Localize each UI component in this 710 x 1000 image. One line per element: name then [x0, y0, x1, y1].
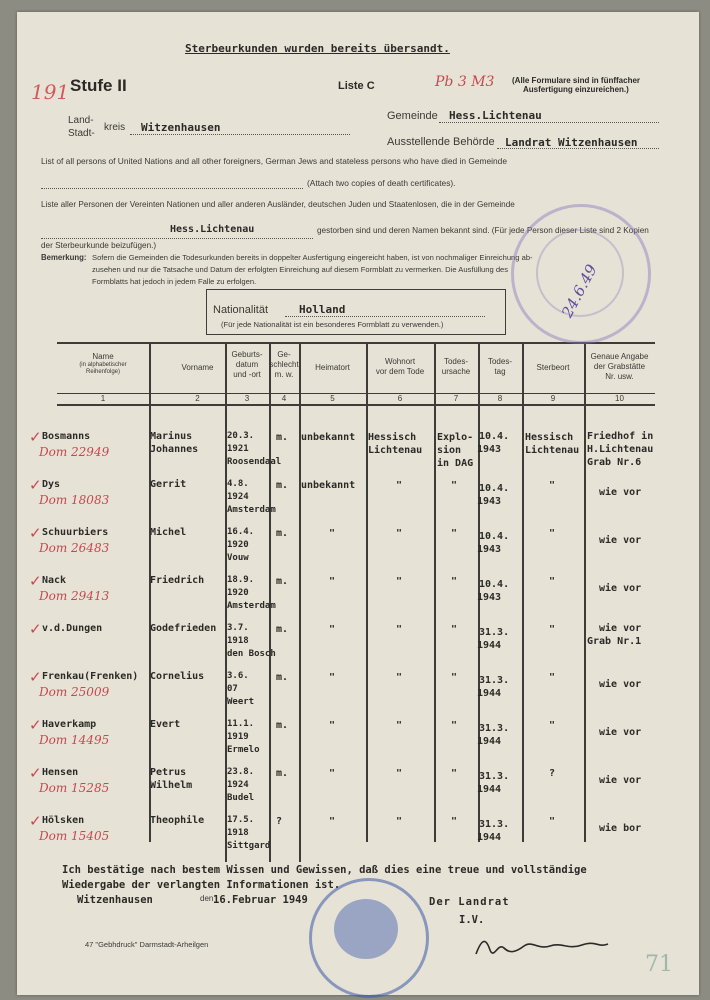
row-wohn: Lichtenau — [368, 445, 423, 456]
row-sterbe: " — [549, 720, 556, 731]
row-todestag: 31.3. — [479, 723, 510, 734]
gemeinde-label: Gemeinde — [387, 110, 438, 122]
row-todestag: 1943 — [477, 592, 502, 603]
row-sterbe: " — [549, 480, 556, 491]
row-todestag: 1944 — [477, 688, 502, 699]
col-num-4: 4 — [281, 394, 287, 403]
row-todestag: 31.3. — [479, 819, 510, 830]
check-mark: ✓ — [29, 524, 42, 542]
row-vorname: Johannes — [150, 444, 199, 455]
row-geburt: Weert — [227, 697, 255, 707]
col-num-1: 1 — [100, 394, 106, 403]
row-heimatort: " — [329, 528, 336, 539]
bemerkung-2: zusehen und nur die Tatsache und Datum der erfolgten Einreichung auf diesem Formblatt zu vermerken. Die Ausfüllung des — [92, 265, 509, 274]
row-geschlecht: m. — [276, 768, 289, 779]
row-geburt: 1924 — [227, 780, 249, 790]
row-ursache: " — [451, 528, 458, 539]
kreis-value: Witzenhausen — [141, 121, 221, 134]
check-mark: ✓ — [29, 476, 42, 494]
document-sheet — [17, 12, 699, 995]
col-num-2: 2 — [195, 394, 200, 403]
row-geburt: 1920 — [227, 540, 249, 550]
row-geschlecht: m. — [276, 720, 289, 731]
table-column-divider — [522, 342, 524, 842]
row-sterbe: " — [549, 672, 556, 683]
row-heimatort: unbekannt — [301, 480, 356, 491]
row-grabstaette: Friedhof in — [587, 431, 654, 442]
den-label: den — [200, 894, 214, 903]
row-geburt: Amsterdam — [227, 505, 276, 515]
row-ursache: " — [451, 720, 458, 731]
row-geburt: 07 — [227, 684, 238, 694]
row-geburt: 1920 — [227, 588, 249, 598]
row-ursache: " — [451, 576, 458, 587]
row-ursache: in DAG — [437, 458, 474, 469]
row-grabstaette: wie vor — [599, 623, 642, 634]
date-value: 16.Februar 1949 — [213, 894, 308, 906]
printer-line: 47 "Gebhdruck" Darmstadt-Arheilgen — [85, 940, 209, 949]
row-vorname: Michel — [150, 527, 187, 538]
row-ursache: sion — [437, 445, 462, 456]
row-vorname: Friedrich — [150, 575, 205, 586]
row-grabstaette: Grab Nr.6 — [587, 457, 642, 468]
row-name: Nack — [42, 575, 67, 586]
row-vorname: Wilhelm — [150, 780, 193, 791]
row-grabstaette: wie bor — [599, 823, 642, 834]
row-grabstaette: wie vor — [599, 487, 642, 498]
col-header-heimatort: Heimatort — [315, 363, 350, 372]
intro-de-3: der Sterbeurkunde beizufügen.) — [41, 241, 157, 250]
table-header-rule — [57, 404, 655, 406]
row-geburt: Ermelo — [227, 745, 260, 755]
row-todestag: 1944 — [477, 832, 502, 843]
row-todestag: 31.3. — [479, 771, 510, 782]
row-vorname: Godefrieden — [150, 623, 217, 634]
row-geburt: 20.3. — [227, 431, 255, 441]
row-grabstaette: wie vor — [599, 679, 642, 690]
stamp-handwritten-date: 24.6.49 — [558, 261, 601, 321]
row-geburt: 1918 — [227, 828, 249, 838]
row-geburt: 23.8. — [227, 767, 255, 777]
row-heimatort: " — [329, 816, 336, 827]
row-wohn: " — [396, 624, 403, 635]
row-vorname: Marinus — [150, 431, 193, 442]
row-ursache: " — [451, 768, 458, 779]
row-ursache: " — [451, 816, 458, 827]
intro-en-1: List of all persons of United Nations and all other foreigners, German Jews and stateless persons who have died in Gemeinde — [41, 156, 507, 166]
col-num-8: 8 — [497, 394, 503, 403]
nationality-value: Holland — [299, 303, 346, 316]
row-heimatort: " — [329, 672, 336, 683]
bemerkung-3: Formblatts hat jedoch in jedem Falle zu erfolgen. — [92, 277, 257, 286]
row-geburt: 3.7. — [227, 623, 249, 633]
row-sterbe: " — [549, 528, 556, 539]
col-num-9: 9 — [550, 394, 556, 403]
row-name: Haverkamp — [42, 719, 97, 730]
signer-title: Der Landrat — [429, 896, 510, 908]
row-geburt: den Bosch — [227, 649, 276, 659]
row-wohn: " — [396, 816, 403, 827]
row-vorname: Cornelius — [150, 671, 205, 682]
row-vorname: Gerrit — [150, 479, 187, 490]
row-wohn: " — [396, 480, 403, 491]
col-num-3: 3 — [244, 394, 250, 403]
row-geburt: 17.5. — [227, 815, 255, 825]
margin-number: 191 — [31, 80, 70, 104]
row-sterbe: " — [549, 576, 556, 587]
row-todestag: 10.4. — [479, 483, 510, 494]
col-header-geburt: Geburts- datum und -ort — [231, 350, 263, 379]
row-vorname: Evert — [150, 719, 181, 730]
row-vorname: Theophile — [150, 815, 205, 826]
handwritten-code: Pb 3 M3 — [435, 74, 495, 90]
row-todestag: 10.4. — [479, 431, 510, 442]
handwritten-reference: Dom 26483 — [39, 541, 110, 555]
row-geburt: 16.4. — [227, 527, 255, 537]
row-grabstaette: H.Lichtenau — [587, 444, 654, 455]
row-todestag: 10.4. — [479, 579, 510, 590]
row-geburt: 1921 — [227, 444, 249, 454]
row-name: Frenkau(Frenken) — [42, 671, 139, 682]
row-geburt: 11.1. — [227, 719, 255, 729]
nationality-box — [206, 289, 506, 335]
handwritten-reference: Dom 25009 — [39, 685, 110, 699]
row-geburt: 1919 — [227, 732, 249, 742]
handwritten-reference: Dom 15405 — [39, 829, 110, 843]
confirm-line-2: Wiedergabe der verlangten Informationen ist. — [62, 879, 341, 891]
row-grabstaette: wie vor — [599, 727, 642, 738]
row-todestag: 1943 — [477, 496, 502, 507]
signature-mark — [472, 930, 612, 960]
intro-de-gemeinde: Hess.Lichtenau — [170, 224, 255, 235]
row-ursache: " — [451, 624, 458, 635]
copies-note-1: (Alle Formulare sind in fünffacher — [512, 76, 641, 85]
row-wohn: Hessisch — [368, 432, 417, 443]
col-num-7: 7 — [453, 394, 459, 403]
row-geburt: 18.9. — [227, 575, 255, 585]
check-mark: ✓ — [29, 620, 42, 638]
row-grabstaette: Grab Nr.1 — [587, 636, 642, 647]
col-num-10: 10 — [615, 394, 624, 403]
bemerkung-label: Bemerkung: — [41, 253, 87, 262]
col-header-sterbeort: Sterbeort — [536, 363, 570, 372]
row-geschlecht: m. — [276, 528, 289, 539]
row-todestag: 1943 — [477, 544, 502, 555]
behoerde-value: Landrat Witzenhausen — [505, 136, 638, 149]
row-wohn: " — [396, 528, 403, 539]
row-wohn: " — [396, 720, 403, 731]
check-mark: ✓ — [29, 764, 42, 782]
row-name: Dys — [42, 479, 61, 490]
col-header-name: Name (in alphabetischer Reihenfolge) — [79, 352, 127, 375]
table-column-divider — [299, 342, 301, 862]
row-ursache: " — [451, 672, 458, 683]
row-heimatort: " — [329, 720, 336, 731]
col-header-todesursache: Todes- ursache — [441, 357, 471, 376]
row-name: Bosmanns — [42, 431, 91, 442]
row-wohn: " — [396, 672, 403, 683]
row-geschlecht: m. — [276, 432, 289, 443]
row-sterbe: Lichtenau — [525, 445, 580, 456]
col-num-6: 6 — [397, 394, 403, 403]
col-num-5: 5 — [330, 394, 335, 403]
nationality-note: (Für jede Nationalität ist ein besonderes Formblatt zu verwenden.) — [221, 320, 444, 329]
check-mark: ✓ — [29, 668, 42, 686]
confirm-line-1: Ich bestätige nach bestem Wissen und Gewissen, daß dies eine treue und vollständige — [62, 864, 587, 876]
row-geschlecht: m. — [276, 576, 289, 587]
row-name: v.d.Dungen — [42, 623, 103, 634]
place-value: Witzenhausen — [77, 894, 153, 906]
row-geschlecht: m. — [276, 672, 289, 683]
gemeinde-value: Hess.Lichtenau — [449, 109, 542, 122]
row-sterbe: ? — [549, 768, 556, 779]
row-geburt: 3.6. — [227, 671, 249, 681]
check-mark: ✓ — [29, 812, 42, 830]
row-heimatort: " — [329, 768, 336, 779]
row-geburt: Budel — [227, 793, 255, 803]
row-geburt: Vouw — [227, 553, 249, 563]
check-mark: ✓ — [29, 428, 42, 446]
check-mark: ✓ — [29, 716, 42, 734]
row-geschlecht: ? — [276, 816, 283, 827]
row-geburt: 1924 — [227, 492, 249, 502]
table-column-divider — [434, 342, 436, 842]
row-wohn: " — [396, 768, 403, 779]
nationality-label: Nationalität — [213, 304, 269, 316]
intro-en-2: (Attach two copies of death certificates). — [307, 178, 456, 188]
handwritten-reference: Dom 18083 — [39, 493, 110, 507]
check-mark: ✓ — [29, 572, 42, 590]
kreis-label: kreis — [104, 122, 126, 133]
intro-de-2: gestorben sind und deren Namen bekannt sind. (Für jede Person dieser Liste sind 2 Kopien — [317, 226, 649, 235]
land-label: Land- — [68, 115, 94, 126]
col-header-wohnort: Wohnort vor dem Tode — [375, 357, 425, 376]
stadt-label: Stadt- — [68, 128, 95, 139]
row-geburt: 1918 — [227, 636, 249, 646]
handwritten-reference: Dom 29413 — [39, 589, 110, 603]
row-geburt: 4.8. — [227, 479, 249, 489]
row-todestag: 1944 — [477, 784, 502, 795]
row-sterbe: " — [549, 624, 556, 635]
handwritten-reference: Dom 22949 — [39, 445, 110, 459]
row-ursache: Explo- — [437, 432, 474, 443]
row-grabstaette: wie vor — [599, 583, 642, 594]
row-name: Schuurbiers — [42, 527, 109, 538]
row-geburt: Sittgard — [227, 841, 271, 851]
bemerkung-1: Sofern die Gemeinden die Todesurkunden bereits in doppelter Ausfertigung eingereicht haben, ist von nochmaliger Einreichung ab- — [92, 253, 533, 262]
row-wohn: " — [396, 576, 403, 587]
row-todestag: 31.3. — [479, 627, 510, 638]
behoerde-label: Ausstellende Behörde — [387, 136, 495, 148]
typed-note: Sterbeurkunden wurden bereits übersandt. — [185, 42, 450, 55]
row-geschlecht: m. — [276, 624, 289, 635]
row-todestag: 1944 — [477, 736, 502, 747]
stufe-label: Stufe II — [70, 76, 127, 95]
liste-label: Liste C — [338, 80, 375, 92]
row-todestag: 1944 — [477, 640, 502, 651]
iv-label: I.V. — [459, 914, 485, 926]
row-sterbe: " — [549, 816, 556, 827]
row-sterbe: Hessisch — [525, 432, 574, 443]
row-grabstaette: wie vor — [599, 535, 642, 546]
col-header-todestag: Todes- tag — [487, 357, 512, 376]
row-todestag: 31.3. — [479, 675, 510, 686]
table-column-divider — [366, 342, 368, 842]
row-geburt: Roosendaal — [227, 457, 282, 467]
col-header-vorname: Vorname — [181, 363, 214, 372]
row-todestag: 10.4. — [479, 531, 510, 542]
handwritten-reference: Dom 14495 — [39, 733, 110, 747]
col-header-geschlecht: Ge- schlecht m. w. — [269, 350, 299, 379]
corner-mark: 71 — [645, 952, 673, 977]
row-heimatort: " — [329, 624, 336, 635]
row-name: Hölsken — [42, 815, 85, 826]
official-stamp-lower — [309, 878, 429, 998]
row-geburt: Amsterdam — [227, 601, 276, 611]
row-vorname: Petrus — [150, 767, 187, 778]
copies-note-2: Ausfertigung einzureichen.) — [523, 85, 629, 94]
row-name: Hensen — [42, 767, 79, 778]
intro-de-1: Liste aller Personen der Vereinten Nationen und aller anderen Ausländer, deutschen Juden und Staatenlosen, die in der Gemeinde — [41, 200, 515, 209]
row-ursache: " — [451, 480, 458, 491]
row-heimatort: unbekannt — [301, 432, 356, 443]
row-heimatort: " — [329, 576, 336, 587]
row-todestag: 1943 — [477, 444, 502, 455]
col-header-grabstaette: Genaue Angabe der Grabstätte Nr. usw. — [590, 352, 649, 381]
table-column-divider — [584, 342, 586, 842]
row-geschlecht: m. — [276, 480, 289, 491]
handwritten-reference: Dom 15285 — [39, 781, 110, 795]
row-grabstaette: wie vor — [599, 775, 642, 786]
